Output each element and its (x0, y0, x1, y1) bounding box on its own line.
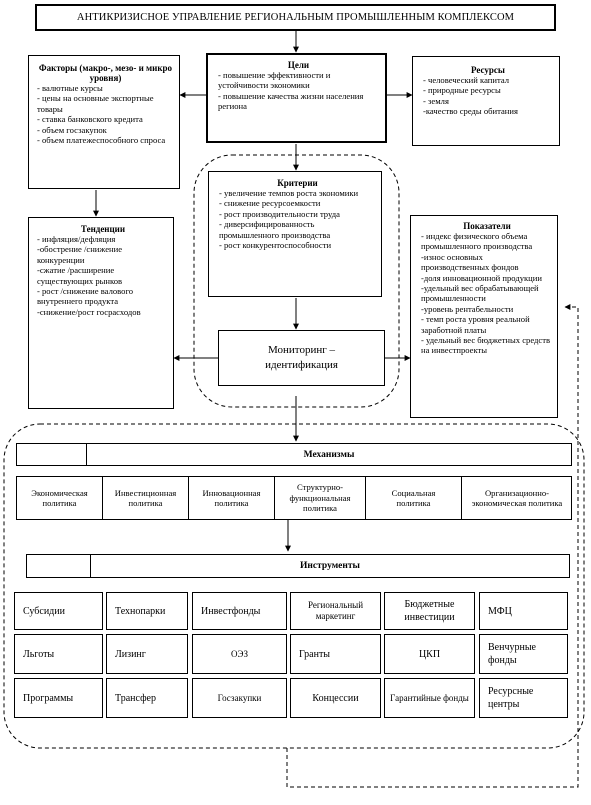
goals-box (206, 53, 387, 143)
indicators-title: Показатели (463, 221, 511, 231)
mechanism-structural: Структурно-функциональная политика (275, 477, 366, 519)
factors-item: - цены на основные экспортные товары (37, 93, 154, 114)
instrument-ckp: ЦКП (384, 634, 475, 674)
criteria-box (208, 171, 382, 297)
instrument-regional-marketing: Региональный маркетинг (290, 592, 381, 630)
instrument-concessions: Концессии (290, 678, 381, 718)
resources-item: -качество среды обитания (423, 106, 518, 117)
criteria-title: Критерии (277, 178, 318, 188)
factors-title: Факторы (макро-, мезо- и микро уровня) (38, 63, 173, 83)
factors-item: - объем госзакупок (37, 124, 107, 135)
mechanisms-bar (16, 443, 572, 466)
indicators-item: - темп роста уровня реальной заработной платы (421, 314, 530, 335)
monitoring-box (218, 330, 385, 386)
trends-item: - рост /снижение валового внутреннего продукта (37, 286, 134, 307)
indicators-box (410, 215, 558, 418)
mechanism-economic: Экономическая политика (17, 477, 103, 519)
indicators-item: -доля инновационной продукции (421, 272, 542, 283)
instrument-benefits: Льготы (14, 634, 103, 674)
instrument-mfc: МФЦ (479, 592, 568, 630)
instrument-programs: Программы (14, 678, 103, 718)
factors-item: - ставка банковского кредита (37, 114, 143, 125)
factors-item: - объем платежеспособного спроса (37, 135, 166, 146)
trends-item: - инфляция/дефляция (37, 234, 116, 244)
resources-box (412, 56, 560, 146)
instrument-procurement: Госзакупки (192, 678, 287, 718)
criteria-item: - рост конкурентоспособности (219, 240, 332, 251)
instrument-grants: Гранты (290, 634, 381, 674)
instrument-guarantee-funds: Гарантийные фонды (384, 678, 475, 718)
instrument-technoparks: Технопарки (106, 592, 188, 630)
header-title: АНТИКРИЗИСНОЕ УПРАВЛЕНИЕ РЕГИОНАЛЬНЫМ ПРОМЫШЛЕННЫМ КОМПЛЕКСОМ (76, 12, 515, 23)
criteria-item: - снижение ресурсоемкости (219, 198, 321, 209)
goals-item: - повышение эффективности и устойчивости экономики (218, 70, 331, 91)
indicators-item: - удельный вес бюджетных средств на инвестпроекты (421, 335, 551, 356)
instrument-venture-funds: Венчурные фонды (479, 634, 568, 674)
criteria-item: - диверсифицированность промышленного производства (219, 219, 331, 240)
resources-item: - земля (423, 95, 449, 106)
header-box (35, 4, 556, 31)
instruments-title: Инструменты (300, 561, 360, 571)
trends-item: -сжатие /расширение существующих рынков (37, 265, 123, 286)
indicators-item: - индекс физического объема промышленного производства (421, 231, 533, 252)
indicators-item: -уровень рентабельности (421, 303, 514, 314)
trends-item: -обострение /снижение конкуренции (37, 244, 123, 265)
instrument-resource-centers: Ресурсные центры (479, 678, 568, 718)
mechanism-organizational: Организационно-экономическая политика (471, 487, 563, 508)
instrument-investfunds: Инвестфонды (192, 592, 287, 630)
instrument-subsidies: Субсидии (14, 592, 103, 630)
trends-title: Тенденции (80, 224, 126, 234)
mechanism-social: Социальная политика (366, 477, 462, 519)
resources-item: - природные ресурсы (423, 85, 501, 96)
mechanisms-title: Механизмы (303, 449, 355, 460)
mechanisms-row (16, 476, 572, 520)
goals-title: Цели (287, 60, 310, 70)
trends-box (28, 217, 174, 409)
indicators-item: -износ основных производственных фондов (421, 251, 519, 273)
criteria-item: - рост производительности труда (219, 208, 340, 219)
mechanism-innovation: Инновационная политика (189, 477, 275, 519)
instrument-sez: ОЭЗ (192, 634, 287, 674)
instrument-transfer: Трансфер (106, 678, 188, 718)
resources-title: Ресурсы (471, 65, 505, 75)
monitoring-label: Мониторинг – идентификация (265, 344, 338, 371)
instruments-bar (26, 554, 570, 578)
trends-item: -снижение/рост госрасходов (37, 306, 141, 317)
resources-item: - человеческий капитал (423, 75, 510, 85)
mechanism-investment: Инвестиционная политика (103, 477, 189, 519)
criteria-item: - увеличение темпов роста экономики (219, 188, 359, 198)
factors-box (28, 55, 180, 189)
instrument-budget-investments: Бюджетные инвестиции (384, 592, 475, 630)
factors-item: - валютные курсы (37, 83, 103, 93)
instrument-leasing: Лизинг (106, 634, 188, 674)
indicators-item: -удельный вес обрабатывающей промышленности (421, 283, 539, 304)
goals-item: - повышение качества жизни населения региона (218, 90, 364, 112)
